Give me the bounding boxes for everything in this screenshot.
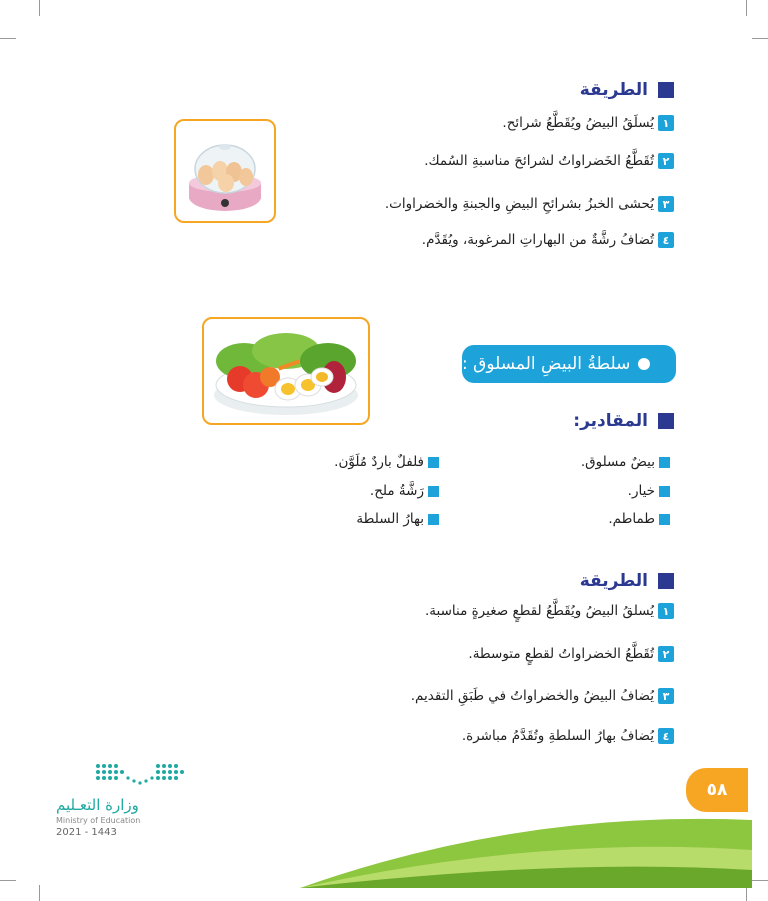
ingredient-item xyxy=(628,483,670,499)
crop-mark xyxy=(0,38,16,39)
method1-step xyxy=(385,196,674,212)
heading-square-icon xyxy=(658,573,674,589)
method2-step xyxy=(411,688,674,704)
egg-cooker-illustration xyxy=(176,121,274,221)
ministry-english-name: Ministry of Education xyxy=(56,816,141,825)
recipe-title: سلطةُ البيضِ المسلوق : xyxy=(462,354,631,374)
method1-step xyxy=(502,115,674,131)
ingredient-text: بهارُ السلطة xyxy=(356,511,424,527)
ingredient-text: خيار. xyxy=(627,483,655,499)
ingredient-item xyxy=(370,483,439,499)
step-text: يُضافُ بهارُ السلطةِ وتُقَدَّمُ مباشرة. xyxy=(461,728,654,744)
bullet-square-icon xyxy=(428,486,439,497)
step-text: يُسلقُ البيضُ ويُقَطَّعُ لقطعٍ صغيرةٍ مناسبة. xyxy=(424,603,654,619)
step-number: ٣ xyxy=(658,196,674,212)
step-text: تُضافُ رشَّةٌ من البهاراتِ المرغوبة، ويُقَدَّم. xyxy=(421,232,654,248)
salad-illustration xyxy=(204,319,368,423)
crop-mark xyxy=(752,38,768,39)
ingredient-item xyxy=(334,454,439,470)
step-number: ٤ xyxy=(658,232,674,248)
bullet-square-icon xyxy=(659,486,670,497)
step-number: ١ xyxy=(658,603,674,619)
bullet-square-icon xyxy=(659,514,670,525)
step-number: ٣ xyxy=(658,688,674,704)
ingredient-text: فلفلٌ باردٌ مُلَوَّن. xyxy=(334,454,424,470)
ingredient-text: بيضٌ مسلوق. xyxy=(580,454,655,470)
step-text: يُسلَقُ البيضُ ويُقَطَّعُ شرائح. xyxy=(502,115,654,131)
method2-step xyxy=(468,646,674,662)
method2-step xyxy=(425,603,674,619)
ministry-arabic-name: وزارة التعـليم xyxy=(56,796,139,814)
ingredient-text: رَشَّةُ ملح. xyxy=(369,483,424,499)
heading-square-icon xyxy=(658,413,674,429)
page-number xyxy=(686,768,748,812)
ingredients-heading-label: المقادير: xyxy=(573,411,648,431)
crop-mark xyxy=(746,0,747,16)
method2-step xyxy=(462,728,674,744)
green-swoosh-decoration xyxy=(0,800,768,901)
crop-mark xyxy=(39,0,40,16)
step-text: تُقَطَّعُ الخَضراواتُ لشرائحَ مناسبةِ السُمك. xyxy=(424,153,654,169)
step-text: يُضافُ البيضُ والخضراواتُ في طَبَقِ التقديم. xyxy=(410,688,654,704)
egg-cooker-photo xyxy=(174,119,276,223)
step-text: يُحشى الخبزُ بشرائحِ البيضِ والجبنةِ والخضراوات. xyxy=(384,196,654,212)
step-number: ٢ xyxy=(658,646,674,662)
step-number: ٢ xyxy=(658,153,674,169)
method-heading-2 xyxy=(580,571,674,591)
method-heading-2-label: الطريقة xyxy=(579,571,648,591)
page-number-text: ٥٨ xyxy=(706,780,728,800)
ingredient-item xyxy=(356,511,439,527)
egg-salad-photo xyxy=(202,317,370,425)
step-number: ١ xyxy=(658,115,674,131)
bullet-square-icon xyxy=(428,457,439,468)
bullet-square-icon xyxy=(659,457,670,468)
ingredient-item xyxy=(581,454,670,470)
step-number: ٤ xyxy=(658,728,674,744)
ingredient-item xyxy=(608,511,670,527)
method-heading-1 xyxy=(580,80,674,100)
method-heading-1-label: الطريقة xyxy=(579,80,648,100)
bullet-square-icon xyxy=(428,514,439,525)
ministry-year: 2021 - 1443 xyxy=(56,827,117,838)
method1-step xyxy=(422,232,674,248)
ministry-logo-dots-icon xyxy=(94,761,186,791)
step-text: تُقَطَّعُ الخضراواتُ لقطعٍ متوسطة. xyxy=(468,646,654,662)
ingredient-text: طماطم. xyxy=(608,511,655,527)
method1-step xyxy=(424,153,674,169)
ingredients-heading xyxy=(573,411,674,431)
heading-square-icon xyxy=(658,82,674,98)
bullet-dot-icon xyxy=(638,358,650,370)
recipe-title-banner xyxy=(462,345,676,383)
